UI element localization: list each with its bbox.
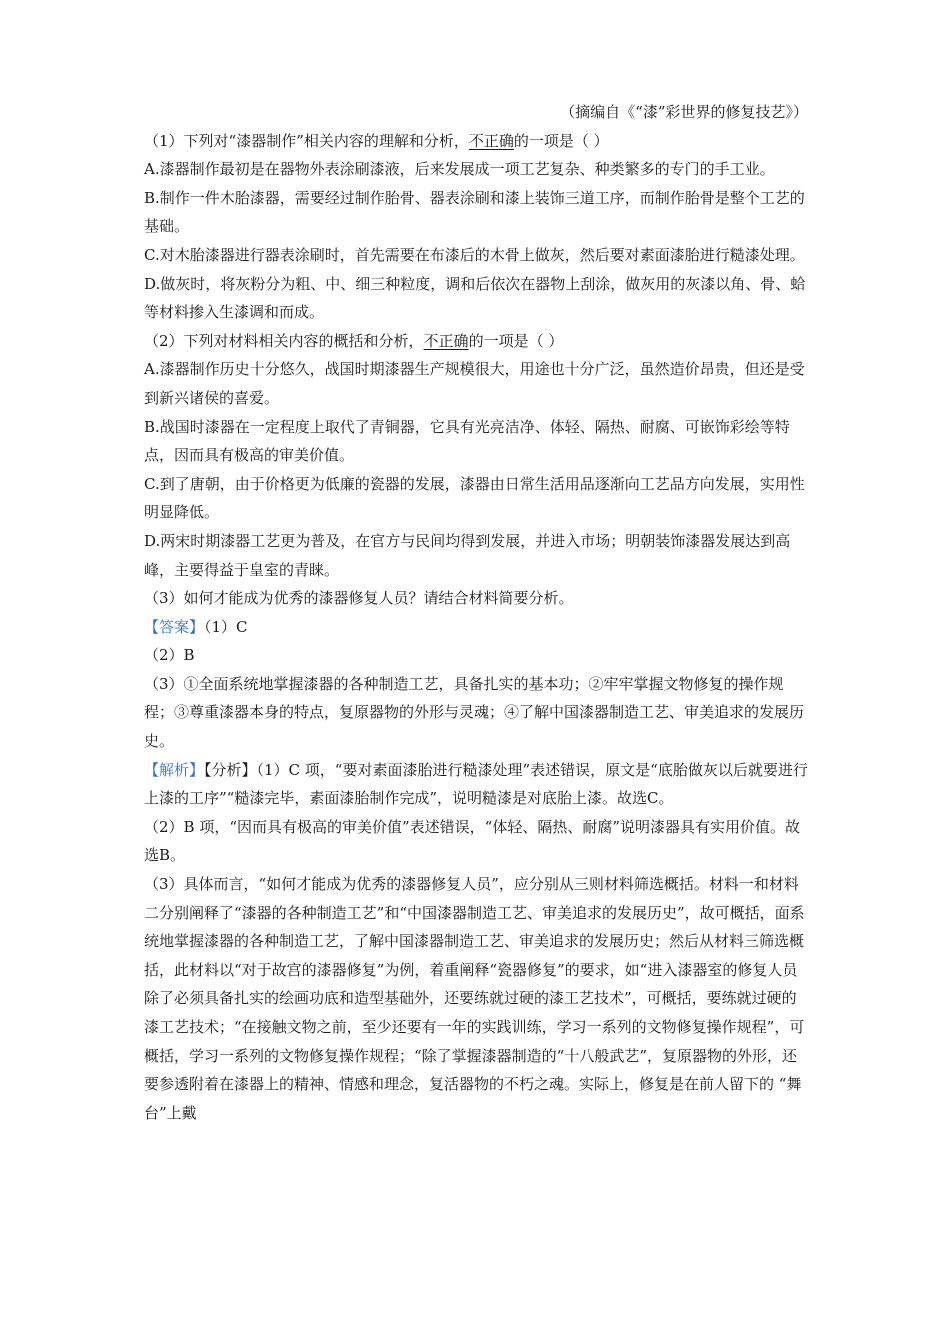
- analysis-paragraph-3: （3）具体而言，“如何才能成为优秀的漆器修复人员”，应分别从三则材料筛选概括。材料一和材料二分别阐释了“漆器的各种制造工艺”和“中国漆器制造工艺、审美追求的发展历史”，故可概括，面系统地掌握漆器的各种制造工艺，了解中国漆器制造工艺、审美追求的发展历史；然后从材料三筛选概括，此材料以“对于故宫的漆器修复”为例，着重阐释“瓷器修复”的要求，如“进入漆器室的修复人员除了必须具备扎实的绘画功底和造型基础外，还要练就过硬的漆工艺技术”，可概括，要练就过硬的漆工艺技术；“在接触文物之前，至少还要有一年的实践训练，学习一系列的文物修复操作规程”，可概括，学习一系列的文物修复操作规程；“除了掌握漆器制造的“十八般武艺”，复原器物的外形，还要参透附着在漆器上的精神、情感和理念，复活器物的不朽之魂。实际上，修复是在前人留下的 “舞台”上戴: [144, 875, 805, 1122]
- question-3-stem: （3）如何才能成为优秀的漆器修复人员？请结合材料简要分析。: [144, 589, 574, 608]
- answer-line-1: [144, 613, 808, 642]
- answer-1: （1）C: [204, 617, 248, 636]
- document-body: [144, 98, 808, 1127]
- q2-stem-text: （2）下列对材料相关内容的概括和分析，: [144, 331, 424, 350]
- q1-option-a: A.漆器制作最初是在器物外表涂刷漆液，后来发展成一项工艺复杂、种类繁多的专门的手工业。: [144, 160, 775, 179]
- q1-option-c: C.对木胎漆器进行器表涂刷时，首先需要在布漆后的木骨上做灰，然后要对素面漆胎进行糙漆处理。: [144, 245, 805, 264]
- q2-stem-tail: 的一项是（ ）: [468, 331, 564, 350]
- question-1-stem: [144, 127, 808, 156]
- answer-2: （2）B: [144, 646, 195, 665]
- q2-option-a: A.漆器制作历史十分悠久，战国时期漆器生产规模很大，用途也十分广泛，虽然造价昂贵，但还是受到新兴诸侯的喜爱。: [144, 360, 805, 407]
- q1-stem-text: （1）下列对“漆器制作”相关内容的理解和分析，: [144, 131, 469, 150]
- q2-option-c: C.到了唐朝，由于价格更为低廉的瓷器的发展，漆器由日常生活用品逐渐向工艺品方向发展，实用性明显降低。: [144, 474, 805, 522]
- q1-stem-tail: 的一项是（ ）: [513, 131, 609, 150]
- answer-tag: 【答案】: [144, 617, 205, 636]
- q2-option-d: D.两宋时期漆器工艺更为普及，在官方与民间均得到发展，并进入市场；明朝装饰漆器发展达到高峰，主要得益于皇室的青睐。: [144, 531, 791, 579]
- q1-underlined-keyword: 不正确: [468, 131, 514, 150]
- question-2-stem: [144, 327, 808, 356]
- q1-option-d: D.做灰时，将灰粉分为粗、中、细三种粒度，调和后依次在器物上刮涂，做灰用的灰漆以角、骨、蛤等材料掺入生漆调和而成。: [144, 274, 806, 322]
- analysis-paragraph-2: （2）B 项，“因而具有极高的审美价值”表述错误，“体轻、隔热、耐腐”说明漆器具有实用价值。故选B。: [144, 817, 801, 865]
- analysis-1-text: 【分析】（1）C 项，“要对素面漆胎进行糙漆处理”表述错误，原文是“底胎做灰以后就要进行上漆的工序”“糙漆完毕，素面漆胎制作完成”，说明糙漆是对底胎上漆。故选C。: [144, 760, 808, 808]
- source-citation: （摘编自《“漆”彩世界的修复技艺》）: [560, 103, 808, 121]
- analysis-tag: 【解析】: [144, 760, 205, 779]
- q2-option-b: B.战国时漆器在一定程度上取代了青铜器，它具有光亮洁净、体轻、隔热、耐腐、可嵌饰彩绘等特点，因而具有极高的审美价值。: [144, 417, 790, 465]
- analysis-paragraph-1: [144, 756, 808, 813]
- answer-3: （3）①全面系统地掌握漆器的各种制造工艺，具备扎实的基本功；②牢牢掌握文物修复的操作规程；③尊重漆器本身的特点，复原器物的外形与灵魂；④了解中国漆器制造工艺、审美追求的发展历史。: [144, 674, 805, 751]
- q2-underlined-keyword: 不正确: [423, 331, 469, 350]
- q1-option-b: B.制作一件木胎漆器，需要经过制作胎骨、器表涂刷和漆上装饰三道工序，而制作胎骨是整个工艺的基础。: [144, 188, 805, 236]
